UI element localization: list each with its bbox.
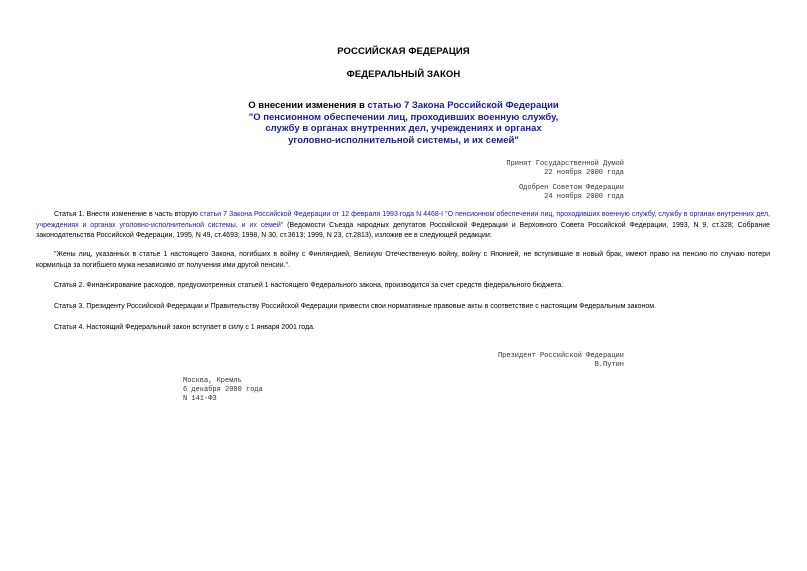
article-1-law-link[interactable]: статьи 7 Закона Российской Федерации от 12 февраля 1993 года N 4468-I "О пенсионном обеспечении лиц, проходивших военную службу, службу в органах внутренних дел, учреждениях и органах уголовно-исполнительной системы, и их семей": [36, 211, 771, 229]
article-4: [36, 323, 770, 334]
adopted-by-duma: [506, 160, 624, 178]
article-2: [36, 281, 770, 292]
law-number: N 141-ФЗ: [183, 395, 217, 403]
article-2-text: Статья 2. Финансирование расходов, предусмотренных статьей 1 настоящего Федерального закона, производится за счет средств федерального бюджета.: [54, 282, 564, 289]
quote-text: "Жены лиц, указанных в статье 1 настоящего Закона, погибших в войну с Финляндией, Великую Отечественную войну, войну с Японией, не вступившие в новый брак, имеют право на пенсию по случаю потери кормильца за погибшего мужа независимо от получения ими другой пенсии.".: [36, 251, 770, 269]
signature-name: В.Путин: [594, 361, 624, 369]
article-1-start: Статья 1. Внести изменение в часть вторую: [54, 211, 200, 218]
approved-date: 24 ноября 2000 года: [544, 193, 624, 201]
article-1-quote: [36, 250, 770, 271]
country-heading: РОССИЙСКАЯ ФЕДЕРАЦИЯ: [337, 46, 470, 57]
signature-block: [498, 352, 624, 370]
adopted-date: 22 ноября 2000 года: [544, 169, 624, 177]
article-3: [36, 302, 770, 313]
law-title: [0, 100, 807, 146]
place-city: Москва, Кремль: [183, 377, 242, 385]
title-article-link[interactable]: статью 7 Закона Российской Федерации: [367, 100, 559, 111]
article-1-rest: (Ведомости Съезда народных депутатов Российской Федерации и Верховного Совета Российской Федерации, 1993, N 9, ст.328; Собрание законодательства Российской Федерации, 1995, N 49, ст.4693; 1998, N 30, ст.3613; 1999, N 23, ст.2813), изложив ее в следующей редакции:: [36, 221, 771, 239]
approved-by-council: [519, 184, 624, 202]
article-4-text: Статья 4. Настоящий Федеральный закон вступает в силу с 1 января 2001 года.: [54, 324, 315, 331]
article-3-text: Статья 3. Президенту Российской Федерации и Правительству Российской Федерации привести свои нормативные правовые акты в соответствие с настоящим Федеральным законом.: [54, 303, 657, 310]
signature-title: Президент Российской Федерации: [497, 352, 624, 360]
place-date-block: [183, 377, 263, 404]
title-prefix: О внесении изменения в: [248, 100, 368, 111]
title-line-1: [0, 100, 807, 112]
law-type-heading: ФЕДЕРАЛЬНЫЙ ЗАКОН: [346, 69, 461, 80]
place-date: 6 декабря 2000 года: [183, 386, 263, 394]
approved-line-1: Одобрен Советом Федерации: [518, 184, 624, 192]
title-line-4[interactable]: уголовно-исполнительной системы, и их семей": [288, 134, 519, 146]
adopted-line-1: Принят Государственной Думой: [506, 160, 624, 168]
title-line-3[interactable]: службу в органах внутренних дел, учреждениях и органах: [265, 123, 542, 134]
title-line-2[interactable]: "О пенсионном обеспечении лиц, проходивших военную службу,: [248, 111, 559, 123]
article-1: [36, 210, 770, 242]
